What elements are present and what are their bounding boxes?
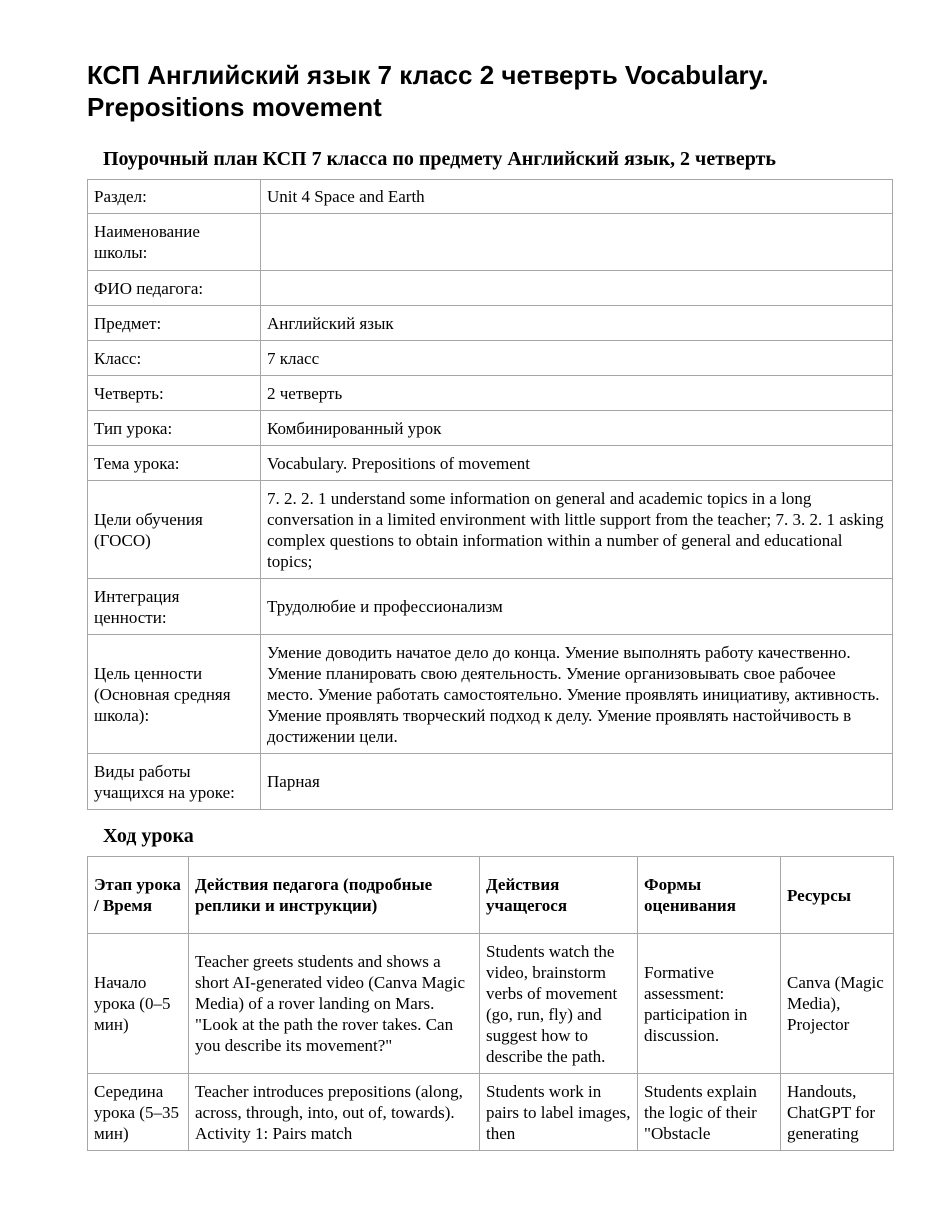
plan-heading: Поурочный план КСП 7 класса по предмету Английский язык, 2 четверть	[103, 148, 776, 170]
info-row-value-integration	[88, 579, 893, 635]
lesson-progress-table	[87, 856, 894, 1151]
info-label: Цель ценности (Основная средняя школа):	[88, 635, 261, 754]
lesson-header-row	[88, 857, 894, 934]
student-actions-cell: Students watch the video, brainstorm verbs of movement (go, run, fly) and suggest how to describe the path.	[480, 934, 638, 1074]
info-label: Класс:	[88, 341, 261, 376]
info-value	[261, 271, 893, 306]
info-row-value-goal	[88, 635, 893, 754]
lesson-info-table	[87, 179, 893, 810]
info-row-work-types	[88, 754, 893, 810]
info-label: Тип урока:	[88, 411, 261, 446]
info-value: Трудолюбие и профессионализм	[261, 579, 893, 635]
info-value: Vocabulary. Prepositions of movement	[261, 446, 893, 481]
teacher-actions-cell: Teacher introduces prepositions (along, across, through, into, out of, towards). Activity 1: Pairs match	[189, 1074, 480, 1151]
info-row-lesson-type	[88, 411, 893, 446]
table-row	[88, 934, 894, 1074]
info-label: Предмет:	[88, 306, 261, 341]
info-value: 7. 2. 2. 1 understand some information on general and academic topics in a long conversation in a limited environment with little support from the teacher; 7. 3. 2. 1 asking complex questions to obtain information within a number of general and educational topics;	[261, 481, 893, 579]
info-label: Тема урока:	[88, 446, 261, 481]
info-label: Виды работы учащихся на уроке:	[88, 754, 261, 810]
info-row-section	[88, 180, 893, 214]
info-row-quarter	[88, 376, 893, 411]
student-actions-cell: Students work in pairs to label images, then	[480, 1074, 638, 1151]
info-label: ФИО педагога:	[88, 271, 261, 306]
info-label: Интеграция ценности:	[88, 579, 261, 635]
resources-cell: Canva (Magic Media), Projector	[781, 934, 894, 1074]
stage-cell: Середина урока (5–35 мин)	[88, 1074, 189, 1151]
info-value: Парная	[261, 754, 893, 810]
info-row-subject	[88, 306, 893, 341]
stage-cell: Начало урока (0–5 мин)	[88, 934, 189, 1074]
column-header-resources: Ресурсы	[781, 857, 894, 934]
info-label: Четверть:	[88, 376, 261, 411]
column-header-teacher-actions: Действия педагога (подробные реплики и инструкции)	[189, 857, 480, 934]
info-value: Комбинированный урок	[261, 411, 893, 446]
document-title: КСП Английский язык 7 класс 2 четверть Vocabulary. Prepositions movement	[87, 60, 769, 122]
lesson-progress-heading: Ход урока	[103, 825, 194, 847]
info-row-objectives	[88, 481, 893, 579]
teacher-actions-cell: Teacher greets students and shows a short AI-generated video (Canva Magic Media) of a rover landing on Mars. "Look at the path the rover takes. Can you describe its movement?"	[189, 934, 480, 1074]
assessment-cell: Formative assessment: participation in discussion.	[638, 934, 781, 1074]
info-value: 2 четверть	[261, 376, 893, 411]
assessment-cell: Students explain the logic of their "Obstacle	[638, 1074, 781, 1151]
info-value: Unit 4 Space and Earth	[261, 180, 893, 214]
column-header-student-actions: Действия учащегося	[480, 857, 638, 934]
table-row	[88, 1074, 894, 1151]
column-header-assessment: Формы оценивания	[638, 857, 781, 934]
info-label: Раздел:	[88, 180, 261, 214]
info-value: 7 класс	[261, 341, 893, 376]
info-label: Цели обучения (ГОСО)	[88, 481, 261, 579]
info-value: Английский язык	[261, 306, 893, 341]
info-value	[261, 214, 893, 271]
column-header-stage: Этап урока / Время	[88, 857, 189, 934]
info-value: Умение доводить начатое дело до конца. Умение выполнять работу качественно. Умение планировать свою деятельность. Умение организовывать свое рабочее место. Умение работать самостоятельно. Умение проявлять инициативу, активность. Умение проявлять творческий подход к делу. Умение проявлять настойчивость в достижении цели.	[261, 635, 893, 754]
info-row-school	[88, 214, 893, 271]
info-row-teacher	[88, 271, 893, 306]
resources-cell: Handouts, ChatGPT for generating	[781, 1074, 894, 1151]
info-row-topic	[88, 446, 893, 481]
info-row-grade	[88, 341, 893, 376]
info-label: Наименование школы:	[88, 214, 261, 271]
